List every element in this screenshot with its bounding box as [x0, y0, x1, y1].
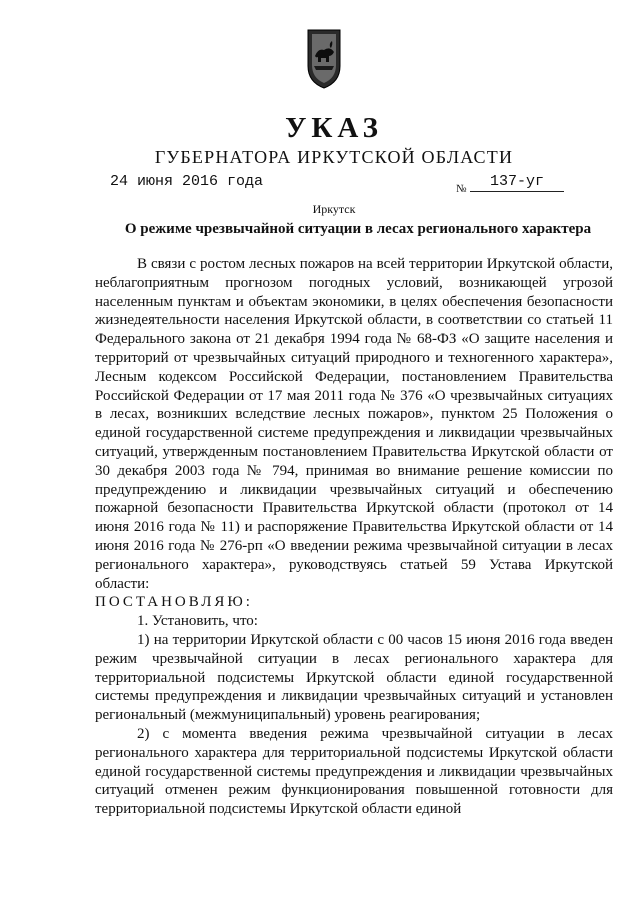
document-date: 24 июня 2016 года — [110, 173, 264, 190]
document-number: 137-уг — [470, 173, 564, 192]
irkutsk-coat-of-arms-icon — [302, 26, 346, 90]
document-city: Иркутск — [312, 202, 356, 216]
document-title: УКАЗ — [285, 112, 383, 144]
document-number-field — [456, 173, 564, 195]
document-body — [95, 255, 613, 819]
intro-paragraph: В связи с ростом лесных пожаров на всей территории Иркутской области, неблагоприятным прогнозом погодных условий, возникающей угрозой населенным пунктам и объектам экономики, в целях обеспечения безопасности жизнедеятельности населения Иркутской области, в соответствии со статьей 11 Федерального закона от 21 декабря 1994 года № 68-ФЗ «О защите населения и территорий от чрезвычайных ситуаций природного и техногенного характера», Лесным кодексом Российской Федерации, постановлением Правительства Российской Федерации от 17 мая 2011 года № 376 «О чрезвычайных ситуациях в лесах, возникших вследствие лесных пожаров», пунктом 25 Положения о единой государственной системе предупреждения и ликвидации чрезвычайных ситуаций, утвержденным постановлением Правительства Иркутской области от 30 декабря 2003 года № 794, принимая во внимание решение комиссии по предупреждению и ликвидации чрезвычайных ситуаций и обеспечению пожарной безопасности Правительства Иркутской области (протокол от 14 июня 2016 года № 11) и распоряжение Правительства Иркутской области от 14 июня 2016 года № 276-рп «О введении режима чрезвычайной ситуации в лесах регионального характера», руководствуясь статьей 59 Устава Иркутской области: — [95, 256, 613, 592]
subitem-2: 2) с момента введения режима чрезвычайной ситуации в лесах регионального характера для территориальной подсистемы Иркутской области единой государственной системы предупреждения и ликвидации чрезвычайных ситуаций отменен режим функционирования повышенной готовности для территориальной подсистемы Иркутской области единой — [95, 725, 613, 818]
decree-word: ПОСТАНОВЛЯЮ: — [95, 594, 253, 611]
subitem-1: 1) на территории Иркутской области с 00 часов 15 июня 2016 года введен режим чрезвычайной ситуации в лесах регионального характера для территориальной подсистемы Иркутской области единой государственной системы предупреждения и ликвидации чрезвычайных ситуаций и установлен региональный (межмуниципальный) уровень реагирования; — [95, 631, 613, 724]
document-subtitle: ГУБЕРНАТОРА ИРКУТСКОЙ ОБЛАСТИ — [154, 147, 514, 167]
item-1: 1. Установить, что: — [137, 613, 258, 630]
number-sign: № — [456, 183, 467, 195]
document-heading: О режиме чрезвычайной ситуации в лесах регионального характера — [124, 221, 592, 237]
